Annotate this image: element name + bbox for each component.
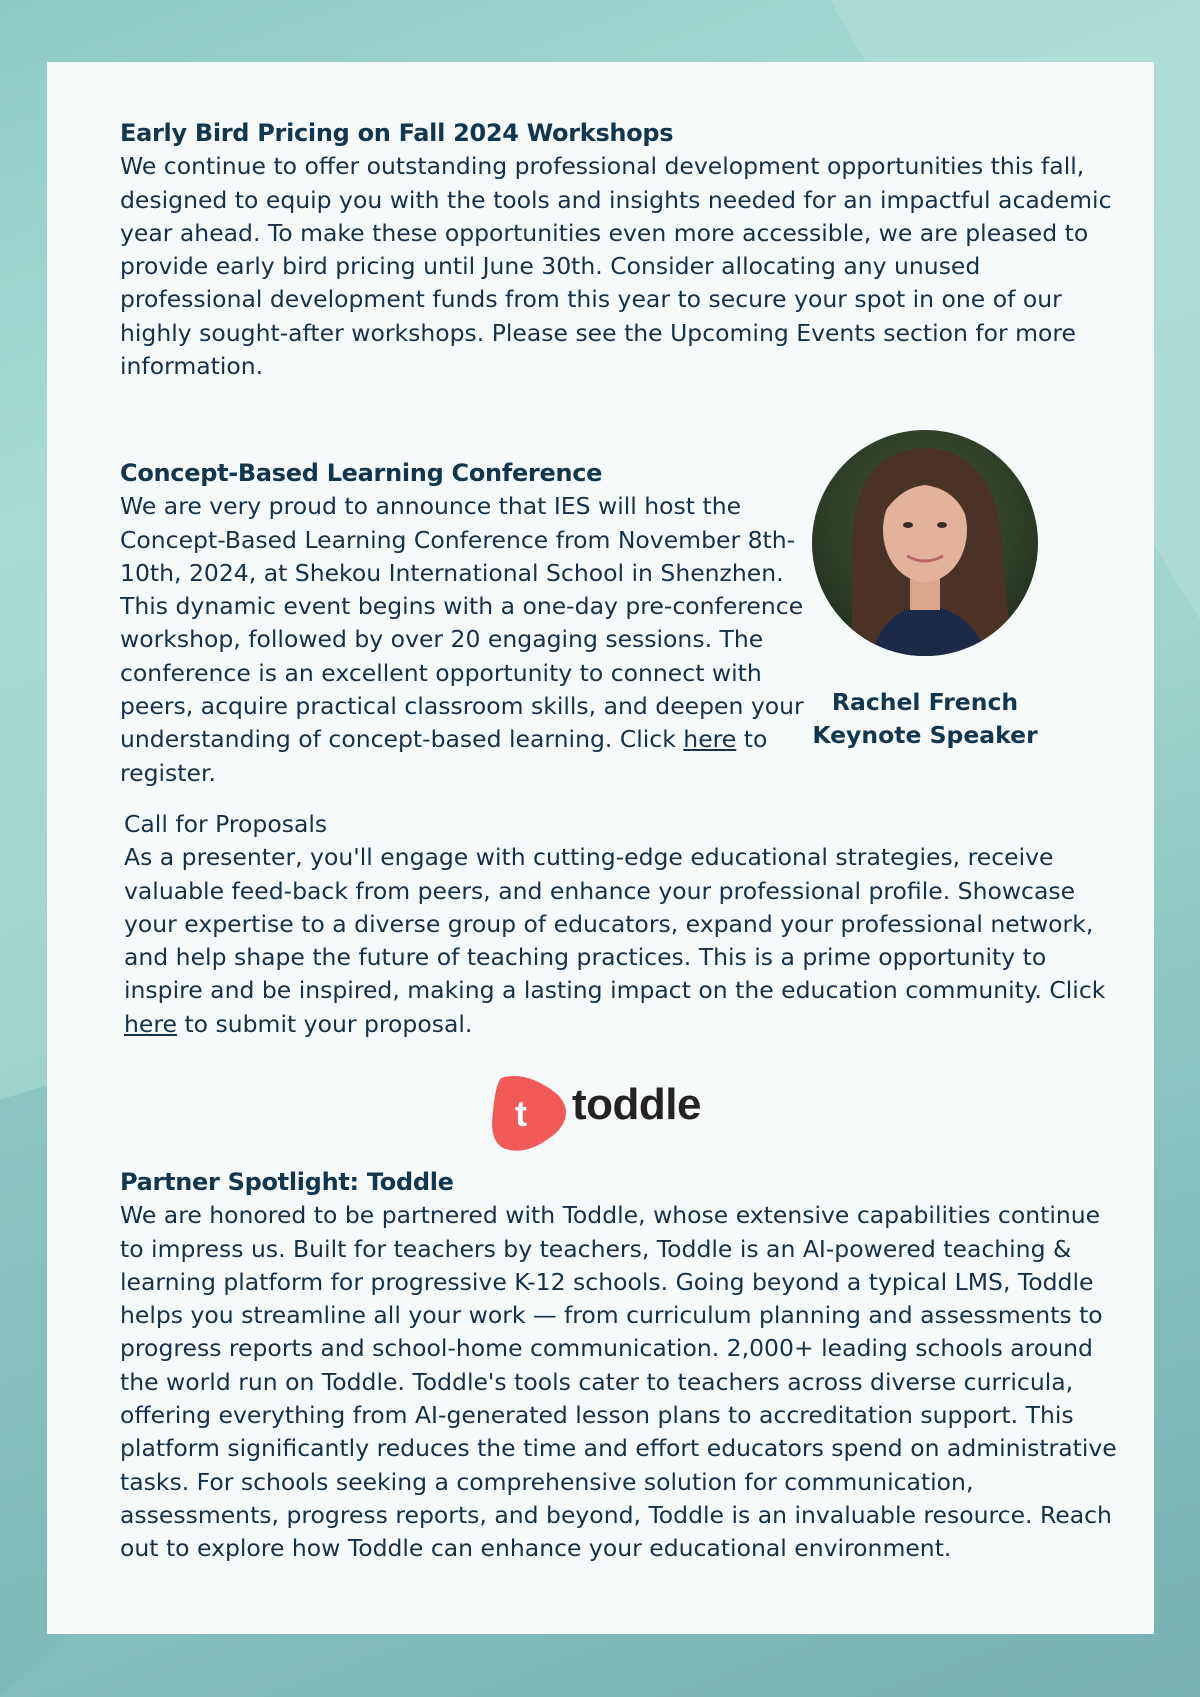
- newsletter-page: [47, 62, 1154, 1634]
- speaker-name: Rachel French: [831, 688, 1019, 716]
- partner-body: We are honored to be partnered with Toddle, whose extensive capabilities continue to impress us. Built for teachers by teachers, Toddle is an AI-powered teaching & learning platform for progressive K-12 schools. Going beyond a typical LMS, Toddle helps you streamline all your work — from curriculum planning and assessments to progress reports and school-home communication. 2,000+ leading schools around the world run on Toddle. Toddle's tools cater to teachers across diverse curricula, offering everything from AI-generated lesson plans to accreditation support. This platform significantly reduces the time and effort educators spend on administrative tasks. For schools seeking a comprehensive solution for communication, assessments, progress reports, and beyond, Toddle is an invaluable resource. Reach out to explore how Toddle can enhance your educational environment.: [120, 1201, 1117, 1563]
- conference-section: [120, 457, 820, 790]
- partner-heading: Partner Spotlight: Toddle: [120, 1168, 454, 1196]
- cfp-body-end: to submit your proposal.: [176, 1009, 473, 1038]
- partner-section: [120, 1166, 1120, 1566]
- call-for-proposals-heading: Call for Proposals: [124, 810, 328, 838]
- submit-proposal-link[interactable]: here: [124, 1009, 177, 1038]
- speaker-photo: [812, 430, 1038, 656]
- conference-heading: Concept-Based Learning Conference: [120, 459, 603, 487]
- cfp-body-text: As a presenter, you'll engage with cutting-edge educational strategies, receive valuable feed-back from peers, and enhance your professional profile. Showcase your expertise to a diverse group of educators, expand your professional network, and help shape the future of teaching practices. This is a prime opportunity to inspire and be inspired, making a lasting impact on the education community. Click: [124, 843, 1106, 1005]
- conference-body: [120, 490, 820, 790]
- toddle-logo-mark: [487, 1072, 569, 1154]
- conference-body-text: We are very proud to announce that IES will host the Concept-Based Learning Conference from November 8th-10th, 2024, at Shekou International School in Shenzhen. This dynamic event begins with a one-day pre-conference workshop, followed by over 20 engaging sessions. The conference is an excellent opportunity to connect with peers, acquire practical classroom skills, and deepen your understanding of concept-based learning. Click: [120, 492, 804, 754]
- early-bird-section: [120, 117, 1120, 383]
- early-bird-body: We continue to offer outstanding professional development opportunities this fall, designed to equip you with the tools and insights needed for an impactful academic year ahead. To make these opportunities even more accessible, we are pleased to provide early bird pricing until June 30th. Consider allocating any unused professional development funds from this year to secure your spot in one of our highly sought-after workshops. Please see the Upcoming Events section for more information.: [120, 152, 1112, 381]
- register-link[interactable]: here: [683, 725, 737, 754]
- toddle-logo: [487, 1072, 727, 1154]
- conference-body-end: to register.: [120, 725, 768, 787]
- speaker-role: Keynote Speaker: [812, 721, 1038, 749]
- call-for-proposals-body: [124, 841, 1124, 1041]
- toddle-logo-wordmark: toddle: [572, 1080, 701, 1129]
- early-bird-heading: Early Bird Pricing on Fall 2024 Workshops: [120, 119, 674, 147]
- speaker-caption: [812, 686, 1038, 752]
- toddle-logo-letter: t: [515, 1093, 527, 1134]
- call-for-proposals-section: [124, 808, 1124, 1041]
